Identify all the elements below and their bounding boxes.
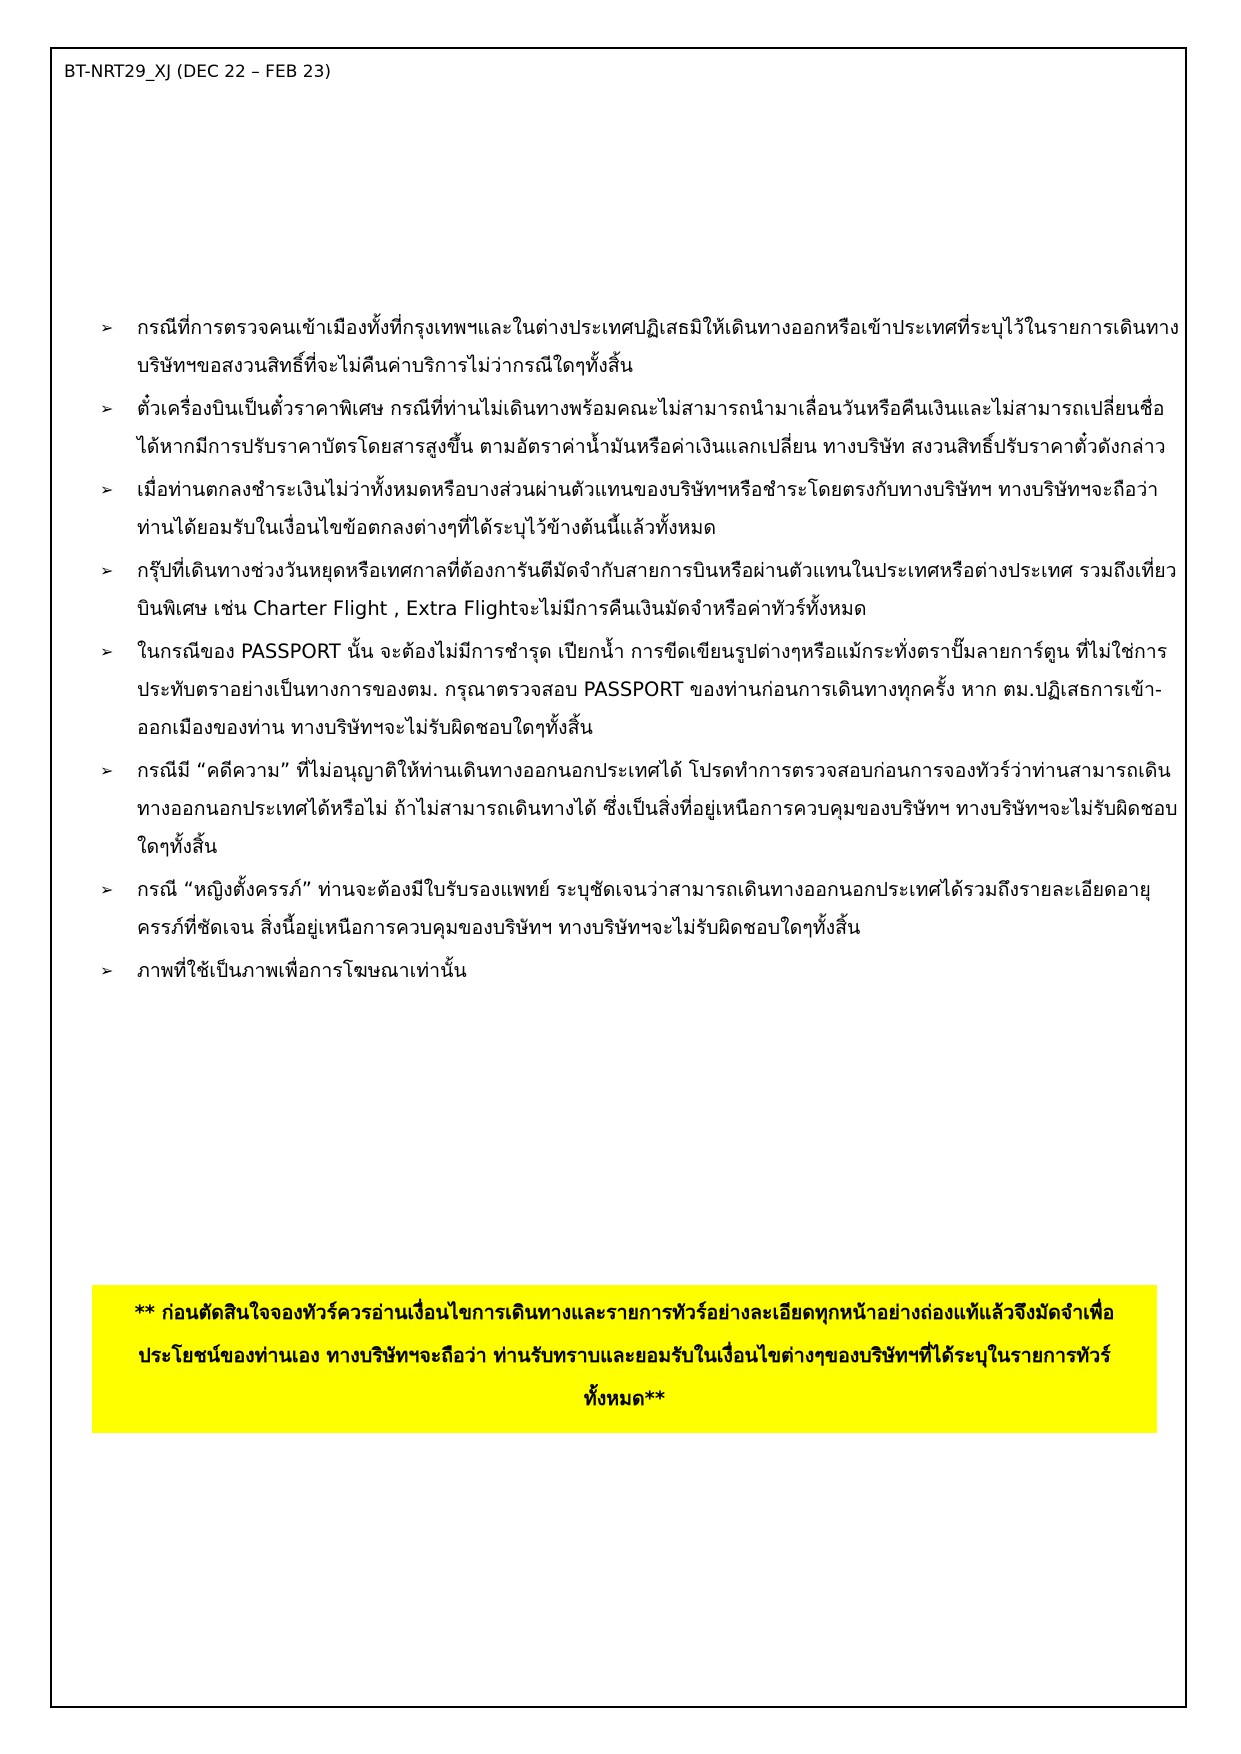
condition-item [92, 471, 1180, 547]
condition-text: กรณีมี “คดีความ” ที่ไม่อนุญาติให้ท่านเดินทางออกนอกประเทศได้ โปรดทำการตรวจสอบก่อนการจองทัวร์ว่าท่านสามารถเดินทางออกนอกประเทศได้หรือไม่ ถ้าไม่สามารถเดินทางได้ ซึ่งเป็นสิ่งที่อยู่เหนือการควบคุมของบริษัทฯ ทางบริษัทฯจะไม่รับผิดชอบใดๆทั้งสิ้น [137, 759, 1178, 858]
document-code: BT-NRT29_XJ (DEC 22 – FEB 23) [64, 62, 332, 82]
arrow-bullet-icon: ➢ [100, 642, 114, 661]
arrow-bullet-icon: ➢ [100, 880, 114, 899]
arrow-bullet-icon: ➢ [100, 961, 114, 980]
condition-text: เมื่อท่านตกลงชำระเงินไม่ว่าทั้งหมดหรือบางส่วนผ่านตัวแทนของบริษัทฯหรือชำระโดยตรงกับทางบริษัทฯ ทางบริษัทฯจะถือว่าท่านได้ยอมรับในเงื่อนไขข้อตกลงต่างๆที่ได้ระบุไว้ข้างต้นนี้แล้วทั้งหมด [137, 478, 1159, 539]
condition-item [92, 752, 1180, 866]
condition-text: ในกรณีของ PASSPORT นั้น จะต้องไม่มีการชำรุด เปียกน้ำ การขีดเขียนรูปต่างๆหรือแม้กระทั่งตราปั๊มลายการ์ตูน ที่ไม่ใช่การประทับตราอย่างเป็นทางการของตม. กรุณาตรวจสอบ PASSPORT ของท่านก่อนการเดินทางทุกครั้ง หาก ตม.ปฏิเสธการเข้า-ออกเมืองของท่าน ทางบริษัทฯจะไม่รับผิดชอบใดๆทั้งสิ้น [137, 640, 1168, 739]
condition-item [92, 390, 1180, 466]
conditions-list [92, 309, 1180, 995]
condition-item [92, 552, 1180, 628]
condition-text: กรณี “หญิงตั้งครรภ์” ท่านจะต้องมีใบรับรองแพทย์ ระบุชัดเจนว่าสามารถเดินทางออกนอกประเทศได้รวมถึงรายละเอียดอายุครรภ์ที่ชัดเจน สิ่งนี้อยู่เหนือการควบคุมของบริษัทฯ ทางบริษัทฯจะไม่รับผิดชอบใดๆทั้งสิ้น [137, 878, 1151, 939]
condition-text: ตั๋วเครื่องบินเป็นตั๋วราคาพิเศษ กรณีที่ท่านไม่เดินทางพร้อมคณะไม่สามารถนำมาเลื่อนวันหรือคืนเงินและไม่สามารถเปลี่ยนชื่อได้หากมีการปรับราคาบัตรโดยสารสูงขึ้น ตามอัตราค่าน้ำมันหรือค่าเงินแลกเปลี่ยน ทางบริษัท สงวนสิทธิ์ปรับราคาตั๋วดังกล่าว [137, 397, 1166, 458]
condition-text: ภาพที่ใช้เป็นภาพเพื่อการโฆษณาเท่านั้น [137, 959, 467, 982]
condition-item [92, 633, 1180, 747]
condition-item [92, 309, 1180, 385]
important-notice-box [92, 1285, 1157, 1433]
condition-text: กรณีที่การตรวจคนเข้าเมืองทั้งที่กรุงเทพฯและในต่างประเทศปฏิเสธมิให้เดินทางออกหรือเข้าประเทศที่ระบุไว้ในรายการเดินทาง บริษัทฯขอสงวนสิทธิ์ที่จะไม่คืนค่าบริการไม่ว่ากรณีใดๆทั้งสิ้น [137, 316, 1180, 377]
arrow-bullet-icon: ➢ [100, 318, 114, 337]
arrow-bullet-icon: ➢ [100, 761, 114, 780]
arrow-bullet-icon: ➢ [100, 399, 114, 418]
condition-item [92, 871, 1180, 947]
arrow-bullet-icon: ➢ [100, 561, 114, 580]
condition-text: กรุ๊ปที่เดินทางช่วงวันหยุดหรือเทศกาลที่ต้องการันตีมัดจำกับสายการบินหรือผ่านตัวแทนในประเทศหรือต่างประเทศ รวมถึงเที่ยวบินพิเศษ เช่น Charter Flight , Extra Flightจะไม่มีการคืนเงินมัดจำหรือค่าทัวร์ทั้งหมด [137, 559, 1177, 620]
important-notice-text: ** ก่อนตัดสินใจจองทัวร์ควรอ่านเงื่อนไขการเดินทางและรายการทัวร์อย่างละเอียดทุกหน้าอย่างถ่องแท้แล้วจึงมัดจำเพื่อประโยชน์ของท่านเอง ทางบริษัทฯจะถือว่า ท่านรับทราบและยอมรับในเงื่อนไขต่างๆของบริษัทฯที่ได้ระบุในรายการทัวร์ทั้งหมด** [134, 1301, 1115, 1410]
arrow-bullet-icon: ➢ [100, 480, 114, 499]
condition-item [92, 952, 1180, 990]
